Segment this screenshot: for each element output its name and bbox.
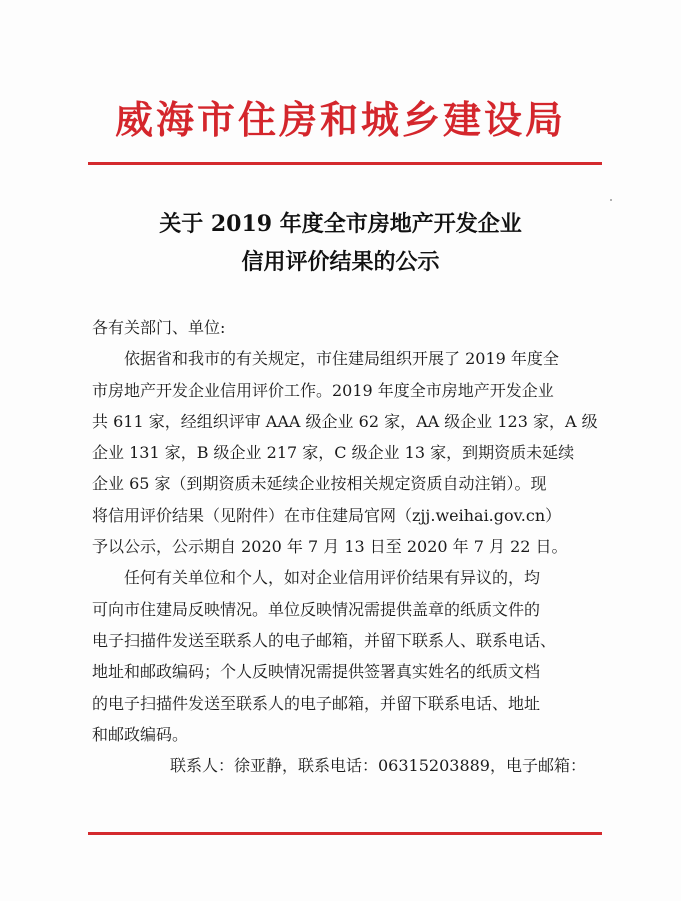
salutation: 各有关部门、单位: <box>92 318 226 337</box>
issuing-organization-header: 威海市住房和城乡建设局 <box>114 97 566 142</box>
body-line: 企业 131 家，B 级企业 217 家，C 级企业 13 家，到期资质未延续 <box>92 443 575 463</box>
title-line-1: 关于 2019 年度全市房地产开发企业 <box>159 211 522 237</box>
contact-line: 联系人：徐亚静，联系电话：06315203889，电子邮箱： <box>170 756 586 776</box>
body-line: 市房地产开发企业信用评价工作。2019 年度全市房地产开发企业 <box>92 380 554 400</box>
scan-speck <box>610 199 612 201</box>
body-line: 企业 65 家（到期资质未延续企业按相关规定资质自动注销）。现 <box>92 474 547 494</box>
body-line: 地址和邮政编码；个人反映情况需提供签署真实姓名的纸质文档 <box>92 662 541 682</box>
red-footer-rule <box>88 832 602 835</box>
red-header-rule <box>88 162 602 165</box>
body-line: 任何有关单位和个人，如对企业信用评价结果有异议的，均 <box>124 568 541 588</box>
body-line: 和邮政编码。 <box>92 724 189 744</box>
document-title <box>0 205 681 281</box>
body-line: 可向市住建局反映情况。单位反映情况需提供盖章的纸质文件的 <box>92 599 541 619</box>
body-line: 的电子扫描件发送至联系人的电子邮箱，并留下联系电话、地址 <box>92 693 541 713</box>
body-line: 电子扫描件发送至联系人的电子邮箱，并留下联系人、联系电话、 <box>92 630 557 650</box>
title-line-2: 信用评价结果的公示 <box>241 249 440 275</box>
body-line: 予以公示，公示期自 2020 年 7 月 13 日至 2020 年 7 月 22 日。 <box>92 537 568 557</box>
body-line: 共 611 家，经组织评审 AAA 级企业 62 家，AA 级企业 123 家，A 级 <box>92 411 598 431</box>
document-body <box>92 312 612 781</box>
body-line: 依据省和我市的有关规定，市住建局组织开展了 2019 年度全 <box>124 349 559 369</box>
body-line: 将信用评价结果（见附件）在市住建局官网（zjj.weihai.gov.cn） <box>92 505 562 525</box>
